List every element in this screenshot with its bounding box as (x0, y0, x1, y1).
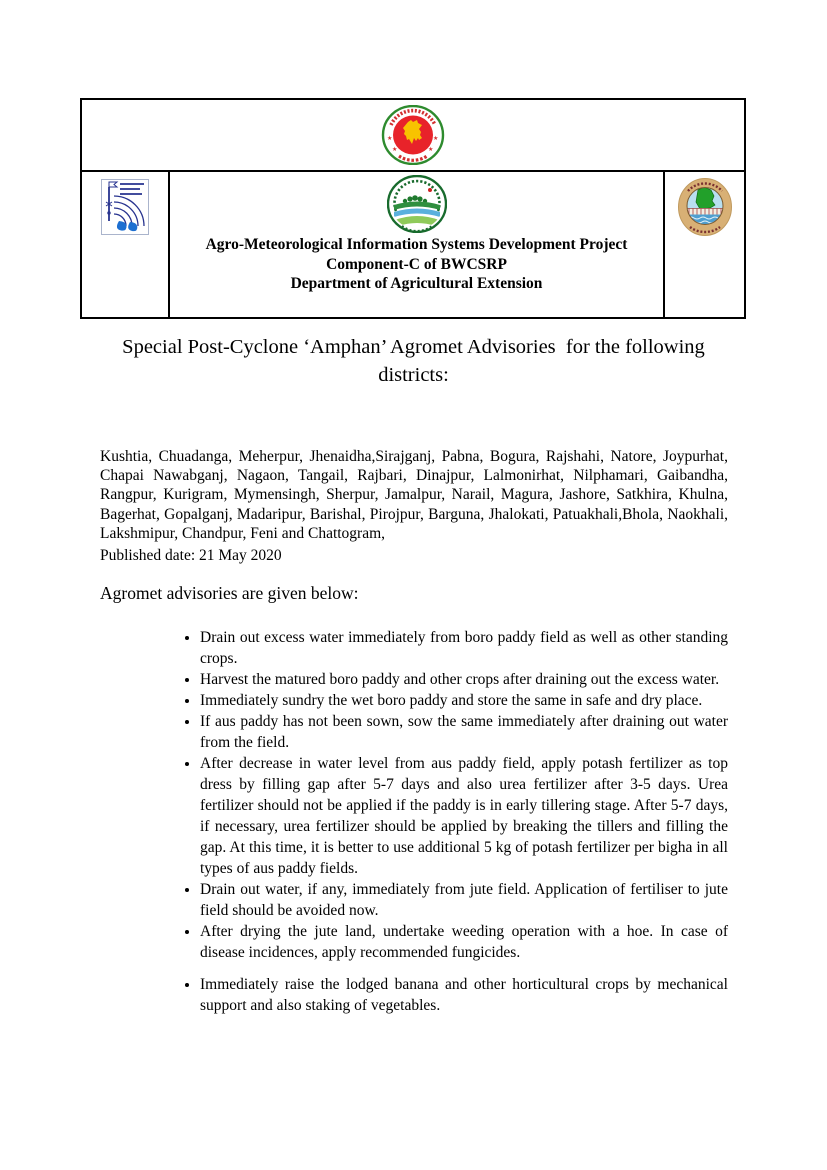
advisory-item: • Drain out excess water immediately from boro paddy field as well as other standing crops. (200, 627, 728, 669)
header-bottom-row (82, 172, 744, 317)
districts-paragraph: Kushtia, Chuadanga, Meherpur, Jhenaidha,Sirajganj, Pabna, Bogura, Rajshahi, Natore, Joypurhat, Chapai Nawabganj, Nagaon, Tangail, Rajbari, Dinajpur, Lalmonirhat, Nilphamari, Gaibandha, Rangpur, Kurigram, Mymensingh, Sherpur, Jamalpur, Narail, Magura, Jashore, Satkhira, Khulna, Bagerhat, Gopalganj, Madaripur, Barishal, Pirojpur, Barguna, Jhalokati, Patuakhali,Bhola, Naokhali, Lakshmipur, Chandpur, Feni and Chattogram, (100, 447, 728, 543)
bangladesh-water-development-board-emblem-icon (678, 178, 732, 236)
svg-text:★: ★ (392, 146, 398, 153)
advisory-item: • If aus paddy has not been sown, sow the same immediately after draining out water from the field. (200, 711, 728, 753)
advisory-item: • Harvest the matured boro paddy and other crops after draining out the excess water. (200, 669, 728, 690)
advisory-item: • After decrease in water level from aus paddy field, apply potash fertilizer as top dress by filling gap after 5-7 days and also urea fertilizer after 3-5 days. Urea fertilizer should not be applied if the paddy is in early tillering stage. After 5-7 days, if necessary, urea fertilizer should be applied by breaking the tillers and filling the gap. At this time, it is better to use additional 5 kg of potash fertilizer per bigha in all types of aus paddy fields. (200, 753, 728, 879)
advisory-list (170, 627, 728, 1016)
advisories-heading: Agromet advisories are given below: (100, 583, 359, 603)
svg-text:★: ★ (433, 135, 439, 142)
project-name-block (206, 235, 628, 294)
department-of-agricultural-extension-emblem-icon (387, 175, 447, 233)
advisory-item: • Immediately sundry the wet boro paddy and store the same in safe and dry place. (200, 690, 728, 711)
header-cell-water-board (663, 172, 744, 317)
header-cell-met-department (82, 172, 170, 317)
document-title: Special Post-Cyclone ‘Amphan’ Agromet Advisories for the following districts: (122, 336, 710, 386)
advisory-item: • Drain out water, if any, immediately from jute field. Application of fertiliser to jute field should be avoided now. (200, 879, 728, 921)
project-title-line: Agro-Meteorological Information Systems Development Project (205, 236, 628, 253)
header-cell-project (170, 172, 663, 317)
svg-text:★: ★ (387, 135, 393, 142)
svg-text:★: ★ (428, 146, 434, 153)
project-component-line: Component-C of BWCSRP (326, 255, 507, 273)
header-top-row (82, 100, 744, 172)
header-table (80, 98, 746, 319)
advisory-item: • After drying the jute land, undertake weeding operation with a hoe. In case of disease incidences, apply recommended fungicides. (200, 921, 728, 963)
published-date: Published date: 21 May 2020 (100, 547, 282, 564)
bangladesh-meteorological-department-emblem-icon (101, 179, 149, 235)
department-line: Department of Agricultural Extension (290, 275, 543, 292)
advisory-item: • Immediately raise the lodged banana and other horticultural crops by mechanical support and also staking of vegetables. (200, 974, 728, 1016)
government-of-bangladesh-seal-icon (381, 105, 445, 165)
